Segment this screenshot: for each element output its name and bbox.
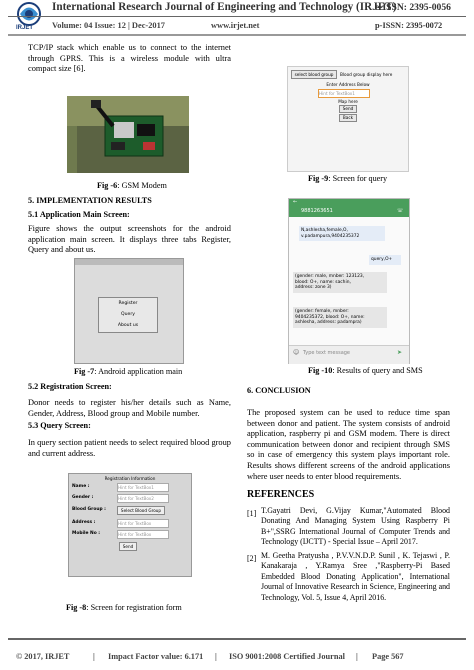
references-heading: REFERENCES	[247, 489, 315, 500]
fig6-caption: Fig -6: GSM Modem	[97, 181, 167, 190]
select-blood-group-button[interactable]: select blood group	[291, 70, 337, 79]
section-5-1-text: Figure shows the output screenshots for the android application main screen. It displays three tabs Register, Query and about us.	[28, 224, 231, 255]
fig10-sms-screen	[288, 198, 410, 364]
gender-label: Gender :	[72, 495, 94, 500]
intro-paragraph: TCP/IP stack which enable us to connect to the internet through GPRS. This is a wireless module with ultra compact size [6].	[28, 43, 231, 74]
section-5-2-heading: 5.2 Registration Screen:	[28, 382, 112, 391]
received-message-1: (gender: male, mnber: 123123, blood: O+, name: sachin, address: zone 3)	[293, 272, 387, 293]
enter-address-label: Enter Address Below	[326, 82, 370, 87]
blood-group-label: Blood Group :	[72, 507, 106, 512]
section-5-3-heading: 5.3 Query Screen:	[28, 421, 91, 430]
fig10-caption: Fig -10: Results of query and SMS	[308, 366, 423, 375]
fig7-caption: Fig -7: Android application main	[74, 367, 183, 376]
status-bar	[75, 259, 183, 265]
registration-title: Registration Information	[104, 476, 156, 481]
ref-2-number: [2]	[247, 554, 257, 563]
address-label: Address :	[72, 520, 96, 525]
website-link[interactable]: www.irjet.net	[211, 21, 260, 30]
footer-copyright: © 2017, IRJET	[16, 652, 70, 661]
blood-group-display: Blood group display here	[340, 72, 393, 77]
footer-sep-2: |	[215, 652, 217, 661]
send-icon[interactable]: ➤	[397, 349, 403, 356]
send-button[interactable]: Send	[119, 542, 137, 551]
section-5-2-text: Donor needs to register his/her details such as Name, Gender, Address, Blood group and Mobile number.	[28, 398, 231, 418]
query-button[interactable]: Query	[121, 312, 135, 317]
mobile-label: Mobile No :	[72, 531, 101, 536]
logo-text: IRJET	[16, 25, 34, 31]
footer-sep-1: |	[93, 652, 95, 661]
gsm-modem-photo	[67, 96, 189, 173]
header-divider	[8, 16, 466, 17]
phone-number: 9881263651	[301, 208, 333, 214]
fig8-caption: Fig -8: Screen for registration form	[66, 603, 182, 612]
back-button[interactable]: Back	[339, 114, 357, 122]
section-5-1-heading: 5.1 Application Main Screen:	[28, 210, 130, 219]
journal-title: International Research Journal of Engineering and Technology (IRJET)	[52, 1, 397, 13]
footer-iso: ISO 9001:2008 Certified Journal	[229, 652, 345, 661]
address-input[interactable]: Hint for TextBox1	[318, 89, 370, 98]
ref-2-text: M. Geetha Pratyusha , P.V.V.N.D.P. Sunil , K. Tejaswi , P. Kanakaraja , Y.Ramya Sree ,"Raspberry-Pi Based Embedded Blood Donating Application", International Journal of Innovative Research in Science, Engineering and Technology, Vol. 5, Issue 4, April 2016.	[261, 551, 450, 602]
eissn: e-ISSN: 2395-0056	[375, 2, 451, 13]
ref-1-number: [1]	[247, 509, 257, 518]
ref-1-text: T.Gayatri Devi, G.Vijay Kumar,"Automated Blood Donating And Managing System Using Raspberry Pi B+",SSRG International Journal of Computer Trends and Technology (IJCTT) - Special Issue – April 2017.	[261, 506, 450, 547]
section-6-heading: 6. CONCLUSION	[247, 386, 311, 395]
sent-message-1: N,ashlesha,female,O, v.padampura,9404235372	[299, 226, 385, 241]
fig7-android-main-screen	[74, 258, 184, 364]
name-label: Name :	[72, 484, 90, 489]
pissn: p-ISSN: 2395-0072	[375, 21, 443, 30]
fig8-registration-screen	[68, 473, 192, 577]
message-input[interactable]: Type text message	[303, 350, 351, 356]
fig9-query-screen	[287, 66, 409, 172]
received-message-2: (gender: female, mnber: 9404235372, blood: O+, name: ashlesha, address: padampra)	[293, 307, 387, 328]
about-us-button[interactable]: About us	[117, 323, 139, 328]
phone-icon[interactable]: ☏	[397, 208, 404, 214]
map-placeholder: Map here	[338, 99, 358, 104]
address-input[interactable]: Hint for TextBox	[117, 519, 169, 528]
conclusion-text: The proposed system can be used to reduce time span between donor and patient. The system consists of android application, raspberry pi and GSM modem. There is direct communication between donor and recipient through SMS so in case of emergency this system plays important role. Results shows different screens of the android applications where user needs to enter blood requirements.	[247, 408, 450, 481]
register-button[interactable]: Register	[118, 301, 138, 306]
attach-icon[interactable]: ☺	[293, 349, 300, 356]
footer-divider	[8, 638, 466, 640]
main-menu	[98, 297, 158, 333]
volume-info: Volume: 04 Issue: 12 | Dec-2017	[52, 21, 165, 30]
blood-group-select[interactable]: Select Blood Group	[117, 506, 165, 515]
section-5-heading: 5. IMPLEMENTATION RESULTS	[28, 196, 152, 205]
sent-message-2: query,O+	[369, 255, 401, 265]
send-button[interactable]: Send	[339, 105, 357, 113]
section-5-3-text: In query section patient needs to select required blood group and current address.	[28, 438, 231, 458]
back-arrow-icon[interactable]: ←	[293, 199, 298, 205]
footer-impact: Impact Factor value: 6.171	[108, 652, 204, 661]
fig9-caption: Fig -9: Screen for query	[308, 174, 388, 183]
gender-input[interactable]: Hint for TextBox2	[117, 494, 169, 503]
header-divider-bottom	[8, 34, 466, 36]
name-input[interactable]: Hint for TextBox1	[117, 483, 169, 492]
mobile-input[interactable]: Hint for TextBox	[117, 530, 169, 539]
footer-sep-3: |	[356, 652, 358, 661]
footer-page: Page 567	[372, 652, 404, 661]
